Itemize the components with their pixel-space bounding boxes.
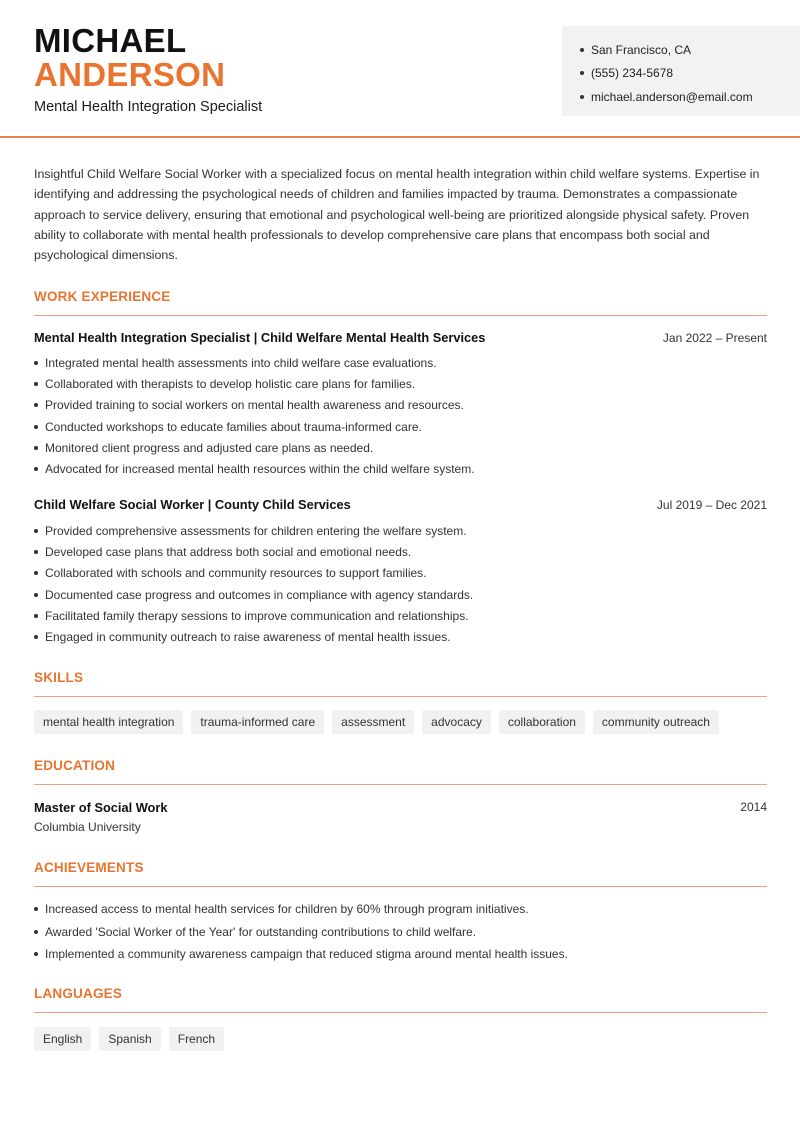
language-tag: English — [34, 1027, 91, 1051]
list-item: Collaborated with therapists to develop holistic care plans for families. — [34, 373, 767, 394]
section-title-languages: LANGUAGES — [34, 986, 123, 1001]
contact-location: San Francisco, CA — [580, 38, 800, 62]
bullet-icon — [580, 48, 584, 52]
job-dates: Jan 2022 – Present — [662, 331, 767, 345]
language-tags — [34, 1027, 224, 1051]
contact-email: michael.anderson@email.com — [580, 85, 800, 109]
job-dates: Jul 2019 – Dec 2021 — [656, 498, 767, 512]
section-divider — [34, 886, 767, 887]
skill-tag: community outreach — [593, 710, 719, 734]
language-tag: Spanish — [99, 1027, 160, 1051]
bullet-icon — [34, 425, 38, 429]
list-item: Increased access to mental health services for children by 60% through program initiatives. — [34, 898, 767, 921]
list-item: Facilitated family therapy sessions to improve communication and relationships. — [34, 605, 767, 626]
education-row — [34, 800, 767, 815]
contact-box — [562, 26, 800, 116]
section-title-achievements: ACHIEVEMENTS — [34, 860, 144, 875]
list-item: Developed case plans that address both social and emotional needs. — [34, 541, 767, 562]
school-name: Columbia University — [34, 820, 141, 834]
section-title-education: EDUCATION — [34, 758, 116, 773]
bullet-icon — [34, 571, 38, 575]
degree: Master of Social Work — [34, 800, 168, 815]
resume-header — [0, 0, 800, 138]
bullet-icon — [34, 907, 38, 911]
list-item: Implemented a community awareness campaign that reduced stigma around mental health issues. — [34, 943, 767, 966]
bullet-icon — [34, 614, 38, 618]
list-item: Engaged in community outreach to raise awareness of mental health issues. — [34, 626, 767, 647]
section-divider — [34, 696, 767, 697]
list-item: Provided training to social workers on mental health awareness and resources. — [34, 395, 767, 416]
job-bullet-list — [34, 352, 767, 480]
bullet-icon — [34, 550, 38, 554]
bullet-icon — [34, 403, 38, 407]
skill-tag: assessment — [332, 710, 414, 734]
list-item: Collaborated with schools and community resources to support families. — [34, 563, 767, 584]
list-item: Provided comprehensive assessments for children entering the welfare system. — [34, 520, 767, 541]
list-item: Advocated for increased mental health resources within the child welfare system. — [34, 458, 767, 479]
bullet-icon — [580, 95, 584, 99]
job-bullet-list — [34, 520, 767, 648]
list-item: Awarded 'Social Worker of the Year' for outstanding contributions to child welfare. — [34, 921, 767, 944]
section-divider — [34, 315, 767, 316]
achievements-list — [34, 898, 767, 966]
bullet-icon — [34, 593, 38, 597]
graduation-year: 2014 — [740, 800, 767, 814]
list-item: Monitored client progress and adjusted care plans as needed. — [34, 437, 767, 458]
bullet-icon — [34, 952, 38, 956]
job-header — [34, 497, 767, 512]
bullet-icon — [34, 467, 38, 471]
last-name: ANDERSON — [34, 56, 226, 93]
summary-paragraph: Insightful Child Welfare Social Worker with a specialized focus on mental health integration within child welfare systems. Expertise in identifying and addressing the psychological needs of children and families impacted by trauma. Demonstrates a compassionate approach to service delivery, ensuring that emotional and psychological well-being are prioritized alongside physical safety. Proven ability to collaborate with mental health professionals to develop comprehensive care plans that encompass both social and psychological dimensions. — [34, 167, 760, 263]
bullet-icon — [34, 361, 38, 365]
job-header — [34, 330, 767, 345]
skill-tag: collaboration — [499, 710, 585, 734]
first-name: MICHAEL — [34, 22, 187, 59]
headline-title: Mental Health Integration Specialist — [34, 99, 263, 115]
section-title-skills: SKILLS — [34, 670, 84, 685]
skills-tags — [34, 710, 719, 734]
list-item: Integrated mental health assessments into child welfare case evaluations. — [34, 352, 767, 373]
skill-tag: mental health integration — [34, 710, 183, 734]
list-item: Documented case progress and outcomes in compliance with agency standards. — [34, 584, 767, 605]
job-title: Child Welfare Social Worker | County Child Services — [34, 497, 351, 512]
contact-phone: (555) 234-5678 — [580, 62, 800, 86]
job-title: Mental Health Integration Specialist | Child Welfare Mental Health Services — [34, 330, 486, 345]
bullet-icon — [34, 446, 38, 450]
list-item: Conducted workshops to educate families about trauma-informed care. — [34, 416, 767, 437]
language-tag: French — [169, 1027, 224, 1051]
skill-tag: trauma-informed care — [191, 710, 324, 734]
section-title-work: WORK EXPERIENCE — [34, 289, 171, 304]
bullet-icon — [34, 529, 38, 533]
section-divider — [34, 784, 767, 785]
skill-tag: advocacy — [422, 710, 491, 734]
bullet-icon — [34, 635, 38, 639]
bullet-icon — [34, 930, 38, 934]
bullet-icon — [580, 71, 584, 75]
section-divider — [34, 1012, 767, 1013]
bullet-icon — [34, 382, 38, 386]
